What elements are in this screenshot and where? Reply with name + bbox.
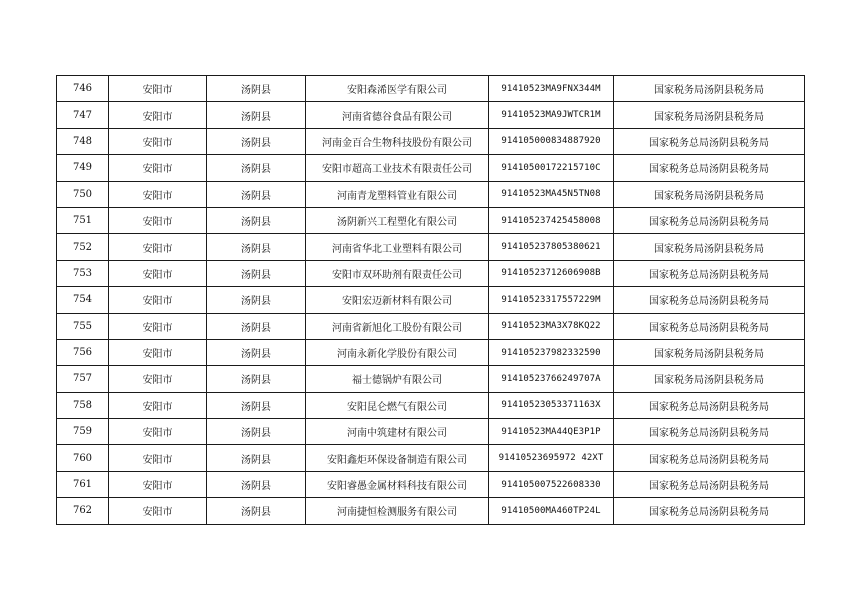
tax-authority-cell: 国家税务总局汤阴县税务局 (614, 207, 805, 233)
city-cell: 安阳市 (109, 102, 207, 128)
credit-code-cell: 914105000834887920 (489, 128, 614, 154)
city-cell: 安阳市 (109, 76, 207, 102)
county-cell: 汤阴县 (207, 181, 306, 207)
city-cell: 安阳市 (109, 498, 207, 524)
credit-code-cell: 91410523MA3X78KQ22 (489, 313, 614, 339)
company-name-cell: 河南省华北工业塑料有限公司 (306, 234, 489, 260)
table-row (57, 207, 805, 233)
table-row (57, 339, 805, 365)
tax-authority-cell: 国家税务总局汤阴县税务局 (614, 445, 805, 471)
city-cell: 安阳市 (109, 207, 207, 233)
serial-number-cell: 747 (57, 102, 109, 128)
table-row (57, 419, 805, 445)
credit-code-cell: 914105237425458008 (489, 207, 614, 233)
table-row (57, 102, 805, 128)
table-row (57, 287, 805, 313)
serial-number-cell: 751 (57, 207, 109, 233)
tax-authority-cell: 国家税务总局汤阴县税务局 (614, 313, 805, 339)
county-cell: 汤阴县 (207, 155, 306, 181)
county-cell: 汤阴县 (207, 207, 306, 233)
table-row (57, 392, 805, 418)
company-name-cell: 安阳市双环助剂有限责任公司 (306, 260, 489, 286)
credit-code-cell: 91410500MA460TP24L (489, 498, 614, 524)
company-name-cell: 河南省德谷食品有限公司 (306, 102, 489, 128)
table-row (57, 366, 805, 392)
serial-number-cell: 760 (57, 445, 109, 471)
city-cell: 安阳市 (109, 313, 207, 339)
company-name-cell: 福士德锅炉有限公司 (306, 366, 489, 392)
county-cell: 汤阴县 (207, 471, 306, 497)
tax-authority-cell: 国家税务总局汤阴县税务局 (614, 498, 805, 524)
serial-number-cell: 757 (57, 366, 109, 392)
credit-code-cell: 91410500172215710C (489, 155, 614, 181)
company-name-cell: 河南金百合生物科技股份有限公司 (306, 128, 489, 154)
tax-authority-cell: 国家税务局汤阴县税务局 (614, 181, 805, 207)
county-cell: 汤阴县 (207, 498, 306, 524)
county-cell: 汤阴县 (207, 102, 306, 128)
tax-authority-cell: 国家税务总局汤阴县税务局 (614, 260, 805, 286)
company-name-cell: 安阳宏迈新材料有限公司 (306, 287, 489, 313)
credit-code-cell: 91410523MA44QE3P1P (489, 419, 614, 445)
tax-authority-cell: 国家税务局汤阴县税务局 (614, 234, 805, 260)
serial-number-cell: 758 (57, 392, 109, 418)
serial-number-cell: 753 (57, 260, 109, 286)
serial-number-cell: 750 (57, 181, 109, 207)
tax-authority-cell: 国家税务局汤阴县税务局 (614, 102, 805, 128)
table-row (57, 313, 805, 339)
county-cell: 汤阴县 (207, 128, 306, 154)
tax-authority-cell: 国家税务总局汤阴县税务局 (614, 155, 805, 181)
county-cell: 汤阴县 (207, 76, 306, 102)
credit-code-cell: 914105237982332590 (489, 339, 614, 365)
company-name-cell: 河南中筑建材有限公司 (306, 419, 489, 445)
county-cell: 汤阴县 (207, 445, 306, 471)
city-cell: 安阳市 (109, 155, 207, 181)
city-cell: 安阳市 (109, 366, 207, 392)
county-cell: 汤阴县 (207, 392, 306, 418)
credit-code-cell: 91410523317557229M (489, 287, 614, 313)
table-row (57, 445, 805, 471)
tax-authority-cell: 国家税务总局汤阴县税务局 (614, 287, 805, 313)
credit-code-cell: 91410523MA9JWTCR1M (489, 102, 614, 128)
county-cell: 汤阴县 (207, 419, 306, 445)
serial-number-cell: 748 (57, 128, 109, 154)
table-body (57, 76, 805, 525)
company-name-cell: 汤阴新兴工程塑化有限公司 (306, 207, 489, 233)
city-cell: 安阳市 (109, 260, 207, 286)
table-row (57, 471, 805, 497)
credit-code-cell: 914105007522608330 (489, 471, 614, 497)
county-cell: 汤阴县 (207, 339, 306, 365)
company-name-cell: 安阳鑫炬环保设备制造有限公司 (306, 445, 489, 471)
company-name-cell: 河南省新旭化工股份有限公司 (306, 313, 489, 339)
serial-number-cell: 752 (57, 234, 109, 260)
serial-number-cell: 755 (57, 313, 109, 339)
city-cell: 安阳市 (109, 128, 207, 154)
serial-number-cell: 759 (57, 419, 109, 445)
credit-code-cell: 91410523766249707A (489, 366, 614, 392)
company-name-cell: 安阳市超高工业技术有限责任公司 (306, 155, 489, 181)
table-row (57, 234, 805, 260)
credit-code-cell: 91410523MA9FNX344M (489, 76, 614, 102)
city-cell: 安阳市 (109, 339, 207, 365)
credit-code-cell: 91410523053371163X (489, 392, 614, 418)
serial-number-cell: 756 (57, 339, 109, 365)
county-cell: 汤阴县 (207, 366, 306, 392)
table-row (57, 76, 805, 102)
company-name-cell: 安阳昆仑燃气有限公司 (306, 392, 489, 418)
table-row (57, 155, 805, 181)
tax-authority-cell: 国家税务局汤阴县税务局 (614, 366, 805, 392)
city-cell: 安阳市 (109, 419, 207, 445)
credit-code-cell: 91410523695972 42XT (489, 445, 614, 471)
company-name-cell: 河南捷恒检测服务有限公司 (306, 498, 489, 524)
credit-code-cell: 914105237805380621 (489, 234, 614, 260)
city-cell: 安阳市 (109, 287, 207, 313)
city-cell: 安阳市 (109, 471, 207, 497)
county-cell: 汤阴县 (207, 234, 306, 260)
serial-number-cell: 754 (57, 287, 109, 313)
city-cell: 安阳市 (109, 445, 207, 471)
table-row (57, 181, 805, 207)
serial-number-cell: 761 (57, 471, 109, 497)
tax-authority-cell: 国家税务总局汤阴县税务局 (614, 471, 805, 497)
tax-authority-cell: 国家税务局汤阴县税务局 (614, 339, 805, 365)
taxpayer-table (56, 75, 805, 525)
city-cell: 安阳市 (109, 234, 207, 260)
tax-authority-cell: 国家税务总局汤阴县税务局 (614, 128, 805, 154)
table-row (57, 260, 805, 286)
credit-code-cell: 91410523MA45N5TN08 (489, 181, 614, 207)
company-name-cell: 河南青龙塑料管业有限公司 (306, 181, 489, 207)
company-name-cell: 安阳睿愚金属材料科技有限公司 (306, 471, 489, 497)
credit-code-cell: 91410523712606908B (489, 260, 614, 286)
table-row (57, 498, 805, 524)
city-cell: 安阳市 (109, 392, 207, 418)
tax-authority-cell: 国家税务总局汤阴县税务局 (614, 419, 805, 445)
county-cell: 汤阴县 (207, 313, 306, 339)
company-name-cell: 安阳森浠医学有限公司 (306, 76, 489, 102)
company-name-cell: 河南永新化学股份有限公司 (306, 339, 489, 365)
tax-authority-cell: 国家税务局汤阴县税务局 (614, 76, 805, 102)
county-cell: 汤阴县 (207, 287, 306, 313)
table-row (57, 128, 805, 154)
tax-authority-cell: 国家税务总局汤阴县税务局 (614, 392, 805, 418)
serial-number-cell: 762 (57, 498, 109, 524)
city-cell: 安阳市 (109, 181, 207, 207)
serial-number-cell: 749 (57, 155, 109, 181)
county-cell: 汤阴县 (207, 260, 306, 286)
serial-number-cell: 746 (57, 76, 109, 102)
